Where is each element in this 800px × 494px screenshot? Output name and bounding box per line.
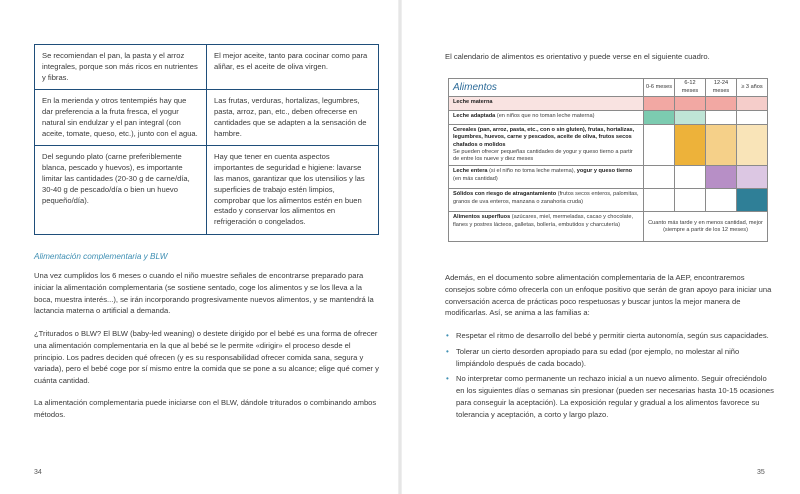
- food-detail: (azúcares, miel, mermeladas, cacao y chocolate, flanes y postres lácteos, galletas, bollería, embutidos y charcutería): [453, 214, 634, 228]
- paragraph: Una vez cumplidos los 6 meses o cuando el niño muestre señales de encontrarse preparado para iniciar la alimentación complementaria (se sostiene sentado, coge los alimentos y se los lleva a la boca, muestra interés...), se irán incorporando progresivamente nuevos alimentos, y se mantendrá la lactancia materna o artificial a demanda.: [34, 271, 374, 316]
- age-cell: [675, 189, 706, 212]
- age-cell: [644, 125, 675, 166]
- food-label: [449, 97, 644, 111]
- food-name: Leche materna: [453, 99, 493, 105]
- food-name: Sólidos con riesgo de atragantamiento: [453, 191, 557, 198]
- food-calendar-table: [448, 78, 768, 242]
- tip-cell: En la merienda y otros tentempiés hay que dar preferencia a la fruta fresca, el yogur natural sin endulzar y el pan integral (con aceite, tomate, queso, etc.), junto con el agua.: [35, 90, 207, 146]
- age-cell: [737, 166, 768, 189]
- tips-table: [34, 44, 379, 235]
- age-cell: [737, 97, 768, 111]
- food-name: Leche adaptada: [453, 113, 496, 119]
- list-item-text: Tolerar un cierto desorden apropiado para su edad (por ejemplo, no molestar al niño limpiándolo después de cada bocado).: [456, 346, 740, 368]
- bullet-icon: •: [446, 331, 449, 340]
- age-cell: [644, 189, 675, 212]
- food-name: Cereales (pan, arroz, pasta, etc., con o sin gluten), frutas, hortalizas, legumbres, huevos, carne y pescados, aceite de oliva, frutos secos chafados o molidos: [453, 127, 635, 148]
- table-header-title: Alimentos: [449, 79, 644, 97]
- bullet-icon: •: [446, 346, 449, 356]
- food-row: [449, 111, 768, 125]
- age-cell: [675, 97, 706, 111]
- age-cell: [644, 166, 675, 189]
- table-header-row: [449, 79, 768, 97]
- book-gutter: [398, 0, 402, 494]
- age-cell: [737, 189, 768, 212]
- food-label: [449, 125, 644, 166]
- tip-cell: El mejor aceite, tanto para cocinar como para aliñar, es el aceite de oliva virgen.: [207, 45, 379, 90]
- tip-cell: Hay que tener en cuenta aspectos importantes de seguridad e higiene: lavarse las manos, garantizar que los utensilios y las superficies de trabajo estén limpios, comprobar que los alimentos estén en buen estado y conservar los alimentos en refrigeración o congelados.: [207, 146, 379, 234]
- food-subnote: Se pueden ofrecer pequeñas cantidades de yogur y queso tierno a partir de entre los nueve y diez meses: [453, 148, 633, 163]
- paragraph: Además, en el documento sobre alimentación complementaria de la AEP, encontraremos consejos sobre cómo ofrecerla con un enfoque positivo que serán de gran apoyo para iniciar una conversación acerca de prácticas poco respetuosas y buscar juntos la mejor manera de modificarlas. Así, se anima a las familias a:: [445, 273, 772, 318]
- paragraph: La alimentación complementaria puede iniciarse con el BLW, dándole triturados o combinando ambos métodos.: [34, 398, 377, 419]
- list-item-text: Respetar el ritmo de desarrollo del bebé y permitir cierta autonomía, según sus capacidades.: [456, 331, 769, 340]
- food-name: Leche entera: [453, 168, 488, 175]
- food-detail: (en más cantidad): [453, 175, 498, 182]
- age-cell: [706, 97, 737, 111]
- tip-cell: Del segundo plato (carne preferiblemente blanca, pescado y huevos), es importante limitar las cantidades (20-30 g de carne/día, 30-40 g de pescado/día o bien un huevo pequeño/día).: [35, 146, 207, 234]
- age-cell: [706, 111, 737, 125]
- list-item: [445, 346, 775, 370]
- age-cell: [675, 166, 706, 189]
- list-item: [445, 330, 775, 342]
- list-item: [445, 373, 775, 420]
- food-name: yogur y queso tierno: [576, 168, 633, 175]
- intro-text: El calendario de alimentos es orientativo y puede verse en el siguiente cuadro.: [445, 52, 710, 61]
- age-cell: [675, 111, 706, 125]
- tip-cell: Las frutas, verduras, hortalizas, legumbres, pasta, arroz, pan, etc., deben ofrecerse en cantidades que se adapten a la sensación de hambre.: [207, 90, 379, 146]
- food-label: [449, 212, 644, 242]
- tips-row: [35, 146, 379, 234]
- age-cell: [675, 125, 706, 166]
- age-cell: [706, 125, 737, 166]
- age-cell: [644, 97, 675, 111]
- food-row: [449, 189, 768, 212]
- food-name: Alimentos superfluos: [453, 214, 511, 221]
- food-label: [449, 166, 644, 189]
- page-number: 34: [34, 469, 42, 476]
- food-note: Cuanto más tarde y en menos cantidad, mejor (siempre a partir de los 12 meses): [644, 212, 768, 242]
- age-column-header: 6-12 meses: [675, 79, 706, 97]
- food-row: [449, 125, 768, 166]
- age-cell: [706, 189, 737, 212]
- age-column-header: ≥ 3 años: [737, 79, 768, 97]
- food-row: [449, 97, 768, 111]
- age-cell: [706, 166, 737, 189]
- age-cell: [737, 125, 768, 166]
- list-item-text: No interpretar como permanente un rechazo inicial a un nuevo alimento. Seguir ofreciéndolo en los siguientes días o semanas sin presionar (pueden ser necesarias hasta 10-15 ocasiones para conseguir la aceptación). La exposición regular y gradual a los alimentos favorece su tolerancia y aceptación, a corto y largo plazo.: [456, 374, 774, 419]
- tip-cell: Se recomiendan el pan, la pasta y el arroz integrales, porque son más ricos en nutrientes y fibras.: [35, 45, 207, 90]
- page-number: 35: [757, 469, 765, 476]
- food-row: [449, 212, 768, 242]
- food-detail: (en niños que no toman leche materna): [495, 113, 595, 119]
- food-detail: (si el niño no toma leche materna),: [487, 168, 577, 175]
- tips-row: [35, 45, 379, 90]
- food-label: [449, 111, 644, 125]
- age-column-header: 0-6 meses: [644, 79, 675, 97]
- food-label: [449, 189, 644, 212]
- age-column-header: 12-24 meses: [706, 79, 737, 97]
- age-cell: [737, 111, 768, 125]
- bullet-list: [445, 330, 775, 424]
- food-detail: (frutos secos enteros, palomitas, granos de uva enteros, manzana o zanahoria cruda): [453, 191, 639, 205]
- section-title: Alimentación complementaria y BLW: [34, 252, 168, 261]
- paragraph: ¿Triturados o BLW? El BLW (baby-led weaning) o destete dirigido por el bebé es una forma de ofrecer una alimentación complementaria en la que al bebé se le permite «dirigir» el proceso desde el principio. Los padres deciden qué ofrecen (y es su responsabilidad ofrecer comida sana, segura y variada), pero el bebé coge por sí mismo entre la comida que se pone a su alcance; elige qué comer y cuánta cantidad.: [34, 329, 379, 386]
- food-row: [449, 166, 768, 189]
- tips-row: [35, 90, 379, 146]
- age-cell: [644, 111, 675, 125]
- bullet-icon: •: [446, 374, 449, 384]
